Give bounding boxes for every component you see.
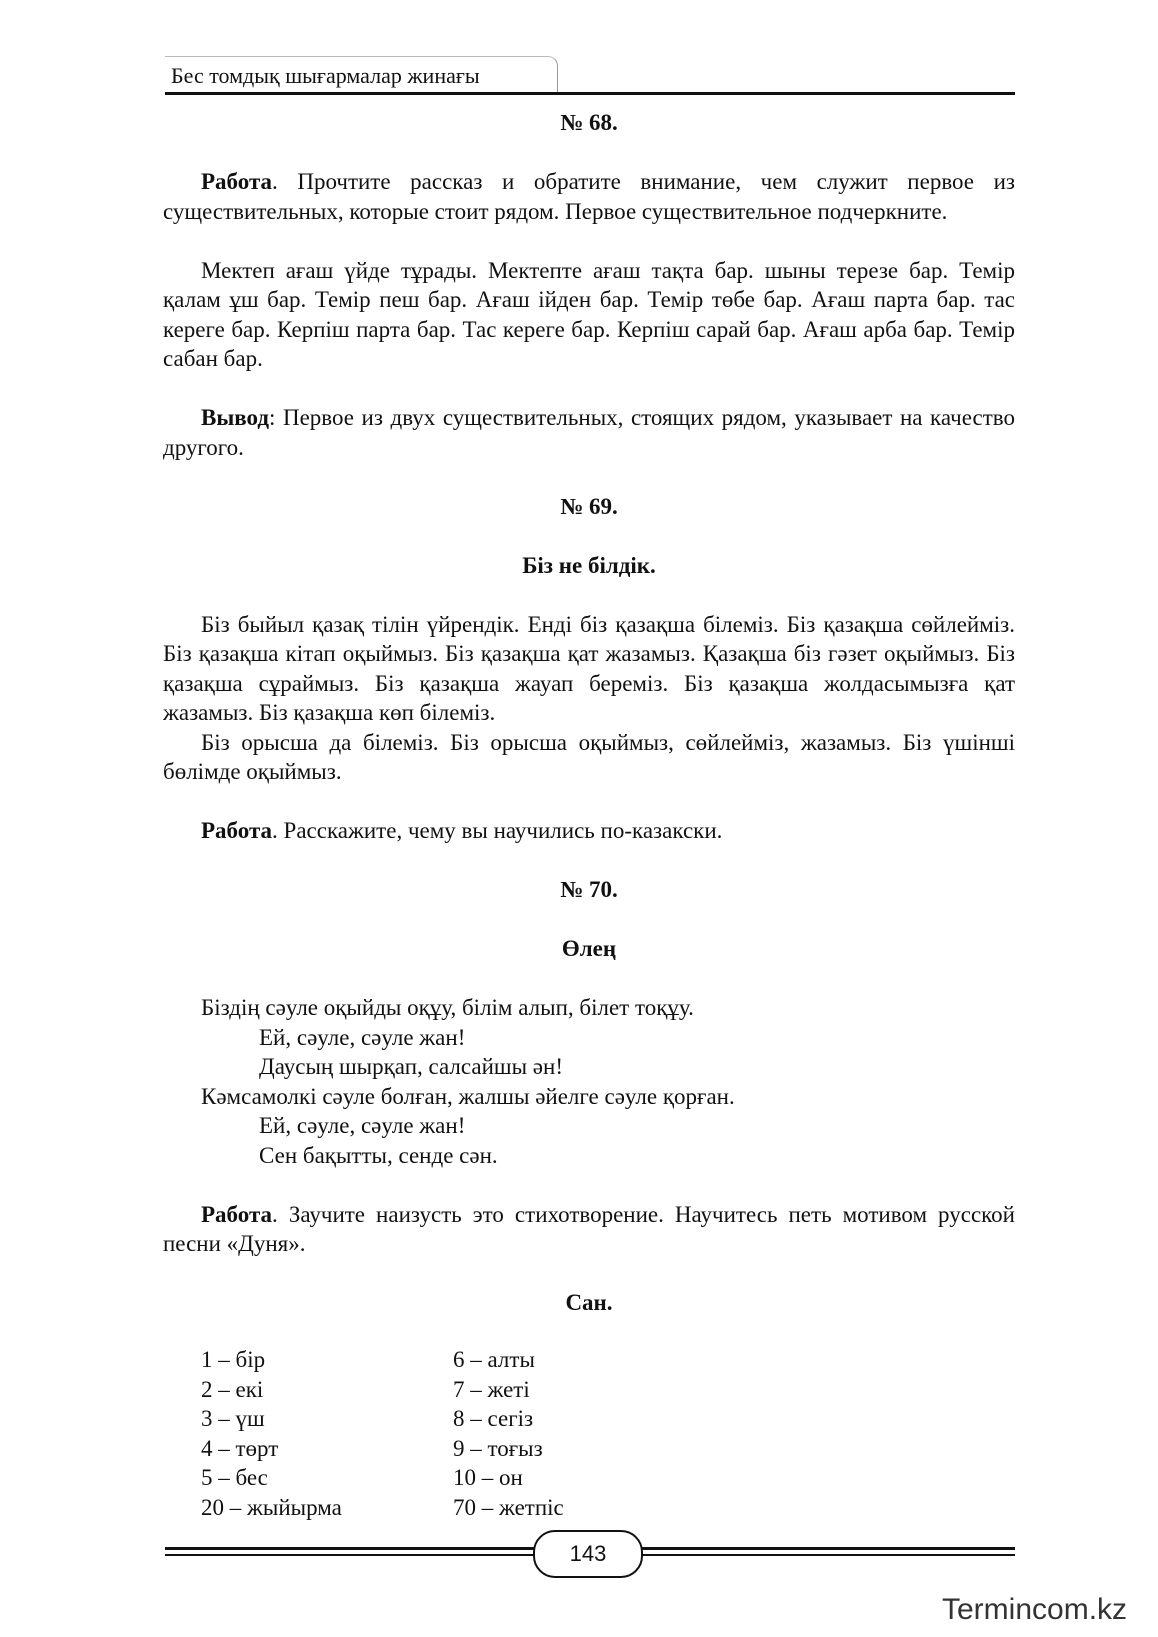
- list-item: 5 – бес 10 – он: [201, 1465, 523, 1490]
- exercise-68-number: № 68.: [560, 110, 618, 135]
- poem-line: Кәмсамолкі сәуле болған, жалшы әйелге сәуле қорған.: [201, 1083, 735, 1109]
- list-item: 3 – үш 8 – сегіз: [201, 1406, 534, 1431]
- running-header: [165, 56, 1015, 96]
- list-item: 1 – бір 6 – алты: [201, 1347, 535, 1372]
- conclusion-label: Вывод: [201, 405, 270, 430]
- page-content: [163, 108, 1015, 1318]
- task-label: Работа: [201, 169, 273, 194]
- exercise-69-title: Біз не білдік.: [522, 552, 656, 578]
- list-item: 4 – төрт 9 – тоғыз: [201, 1435, 543, 1461]
- task-label: Работа: [201, 818, 273, 843]
- header-rule: [165, 92, 1015, 95]
- poem-line: Даусың шырқап, салсайшы ән!: [259, 1054, 563, 1079]
- exercise-68-task: [163, 167, 1015, 226]
- task-text: . Прочтите рассказ и обратите внимание, чем служит первое из существительных, которые стоит рядом. Первое существительное подчеркните.: [163, 169, 1015, 224]
- san-title: Сан.: [565, 1290, 613, 1315]
- list-item: 20 – жыйырма 70 – жетпіс: [201, 1494, 564, 1520]
- exercise-68-text: Мектеп ағаш үйде тұрады. Мектепте ағаш тақта бар. шыны терезе бар. Темір қалам ұш бар. Темір пеш бар. Ағаш ійден бар. Темір төбе бар. Ағаш парта бар. тас кереге бар. Керпіш парта бар. Тас кереге бар. Керпіш сарай бар. Ағаш арба бар. Темір сабан бар.: [163, 257, 1015, 371]
- exercise-69-para1: Біз быйыл қазақ тілін үйрендік. Енді біз қазақша білеміз. Біз қазақша сөйлейміз. Біз қазақша кітап оқыймыз. Біз қазақша қат жазамыз. Қазақша біз гәзет оқыймыз. Біз қазақша сұраймыз. Біз қазақша жауап береміз. Біз қазақша жолдасымызға қат жазамыз. Біз қазақша көп білеміз.: [163, 611, 1015, 725]
- task-text: . Расскажите, чему вы научились по-казакски.: [272, 818, 723, 843]
- exercise-69-para2: Біз орысша да білеміз. Біз орысша оқыймыз, сөйлейміз, жазамыз. Біз үшінші бөлімде оқыймыз.: [163, 729, 1015, 784]
- book-title: Бес томдық шығармалар жинағы: [171, 63, 480, 88]
- task-label: Работа: [201, 1201, 273, 1227]
- poem-line: Ей, сәуле, сәуле жан!: [259, 1113, 466, 1138]
- poem-line: Біздің сәуле оқыйды оқұу, білім алып, білет тоқұу.: [201, 995, 694, 1020]
- exercise-70-title: Өлең: [561, 936, 617, 961]
- poem-line: Сен бақытты, сенде сән.: [259, 1142, 498, 1168]
- conclusion-text: : Первое из двух существительных, стоящих рядом, указывает на качество другого.: [163, 405, 1015, 460]
- exercise-68-conclusion: [163, 403, 1015, 462]
- numbers-list: [201, 1345, 564, 1522]
- watermark-logo: Termincom.kz: [942, 1593, 1128, 1626]
- exercise-70-number: № 70.: [560, 877, 618, 902]
- page-number: 143: [533, 1530, 643, 1578]
- list-item: 2 – екі 7 – жеті: [201, 1376, 530, 1402]
- task-text: . Заучите наизусть это стихотворение. Научитесь петь мотивом русской песни «Дуня».: [163, 1201, 1015, 1256]
- exercise-69-task: [163, 816, 1015, 846]
- exercise-70-task: [163, 1200, 1015, 1259]
- exercise-69-number: № 69.: [560, 493, 618, 519]
- poem-line: Ей, сәуле, сәуле жан!: [259, 1024, 466, 1050]
- page-footer: [165, 1530, 1015, 1578]
